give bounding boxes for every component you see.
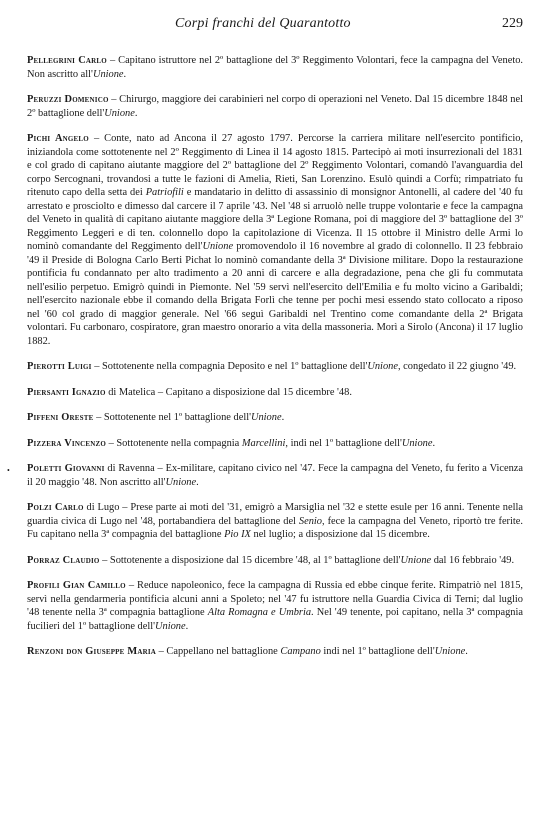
entry-name: Pellegrini Carlo (27, 55, 107, 66)
entry-name: Piffeni Oreste (27, 412, 94, 423)
entry-renzoni (27, 645, 523, 659)
entry-piffeni (27, 411, 523, 425)
entry-name: Poletti Giovanni (27, 463, 105, 474)
entry-text: – Reduce napoleonico, fece la campagna di Russia ed ebbe cinque ferite. Rimpatriò nel 1815, servì nella gendarmeria pontificia alcuni anni a Spoleto; nel '47 fu istruttore nella Guardia Civica di Terni; dal luglio '48 tenente nella 3ª compagnia battaglione Alta Romagna e Umbria. Nel '49 tenente, poi capitano, nella 3ª compagnia fucilieri del 1º battaglione dell'Unione. (27, 580, 523, 632)
entry-porraz (27, 554, 523, 568)
entry-text: di Lugo – Prese parte ai moti del '31, emigrò a Marsiglia nel '32 e stette esule per 16 anni. Tenente nella guardia civica di Lugo nel '48, portabandiera del battaglione del Senio, fece la campagna del Veneto, riportò tre ferite. Fu capitano nella 3ª compagnia del battaglione Pio IX nel luglio; a disposizione dal 15 dicembre. (27, 502, 524, 540)
book-page (7, 14, 524, 671)
entry-pichi (27, 132, 523, 348)
entry-poletti (7, 462, 523, 489)
entry-list (7, 54, 524, 659)
page-number: 229 (502, 16, 523, 31)
entry-name: Pichi Angelo (27, 133, 89, 144)
entry-name: Piersanti Ignazio (27, 386, 106, 398)
entry-text: di Matelica – Capitano a disposizione dal 15 dicembre '48. (105, 386, 352, 398)
entry-text: – Conte, nato ad Ancona il 27 agosto 1797. Percorse la carriera militare nell'esercito pontificio, iniziandola come sottotenente nel 2º Reggimento di Linea il 14 agosto 1815. Partecipò ai moti insurrezionali del 1831 e col grado di capitano aiutante maggiore del 2º battaglione del 2º Reggimento Volontari, comandò l'avanguardia del corpo Sercognani, trovandosi a tutte le fazioni di Amelia, Rieti, San Lorenzino. Esulò quindi a Corfù; rimpatriato fu ritenuto capo della setta dei Patriofili e mandatario in delitto di assassinio di monsignor Antonelli, al cadere del '40 fu arrestato e prosciolto e dimesso dal carcere il 7 aprile '43. Nel '48 si arruolò nelle truppe volontarie e fece la campagna del Veneto in qualità di capitano aiutante maggiore della 3ª Legione Romana, poi di maggiore del 3º battaglione del 3º Reggimento Leggeri e di ten. colonnello dopo la capitolazione di Vicenza. Il 15 ottobre il Ministro delle Armi lo nominò comandante del Reggimento dell'Unione promovendolo il 16 novembre al grado di colonnello. Il 23 febbraio '49 il Preside di Bologna Carlo Berti Pichat lo nominò comandante della 3ª Divisione militare. Dopo la restaurazione pontificia fu condannato per alto tradimento a 20 anni di carcere e alla degradazione, pena che gli fu commutata nell'esilio perpetuo. Emigrò quindi in Piemonte. Nel '59 servì nell'esercito dell'Emilia e fu molto vicino a Garibaldi; nell'esercito nazionale ebbe il comando della Brigata Forlì che tenne per pochi mesi essendo stato collocato a riposo nel '60 col grado di maggior generale. Nel '66 seguì Garibaldi nel Trentino come comandante della 2ª Brigata volontari. Fu carbonaro, cospiratore, gran maestro onorario a vita della massoneria. Morì a Sirolo (Ancona) il 17 luglio 1882. (27, 133, 523, 347)
entry-text: – Cappellano nel battaglione Campano indi nel 1º battaglione dell'Unione. (156, 646, 468, 657)
entry-text: di Ravenna – Ex-militare, capitano civico nel '47. Fece la campagna del Veneto, fu ferito a Vicenza il 20 maggio '48. Non ascritto all'Unione. (27, 463, 523, 488)
entry-name: Pierotti Luigi (27, 361, 92, 372)
entry-polzi (27, 501, 523, 542)
entry-name: Peruzzi Domenico (27, 94, 109, 105)
entry-pellegrini (27, 54, 523, 81)
entry-text: – Capitano istruttore nel 2º battaglione del 3º Reggimento Volontari, fece la campagna del Veneto. Non ascritto all'Unione. (27, 55, 523, 80)
entry-pierotti (27, 360, 523, 374)
entry-piersanti (27, 386, 523, 400)
running-header (27, 14, 523, 36)
running-title: Corpi franchi del Quarantotto (175, 16, 351, 31)
entry-pizzera (27, 437, 523, 451)
entry-text: – Chirurgo, maggiore dei carabinieri nel corpo di operazioni nel Veneto. Dal 15 dicembre 1848 nel 2º battaglione dell'Unione. (27, 94, 523, 119)
entry-name: Polzi Carlo (27, 502, 84, 513)
margin-mark: • (7, 466, 10, 475)
entry-name: Renzoni don Giuseppe Maria (27, 646, 157, 657)
entry-name: Pizzera Vincenzo (27, 437, 106, 449)
entry-name: Porraz Claudio (27, 554, 100, 566)
entry-profili (27, 579, 523, 633)
entry-text: – Sottotenente nella compagnia Deposito e nel 1º battaglione dell'Unione, congedato il 22 giugno '49. (91, 361, 517, 372)
entry-text: – Sottotenente nella compagnia Marcellini, indi nel 1º battaglione dell'Unione. (105, 437, 436, 449)
entry-name: Profili Gian Camillo (27, 580, 126, 591)
entry-text: – Sottotenente nel 1º battaglione dell'Unione. (93, 412, 285, 423)
entry-text: – Sottotenente a disposizione dal 15 dicembre '48, al 1º battaglione dell'Unione dal 16 febbraio '49. (99, 554, 515, 566)
entry-peruzzi (27, 93, 523, 120)
